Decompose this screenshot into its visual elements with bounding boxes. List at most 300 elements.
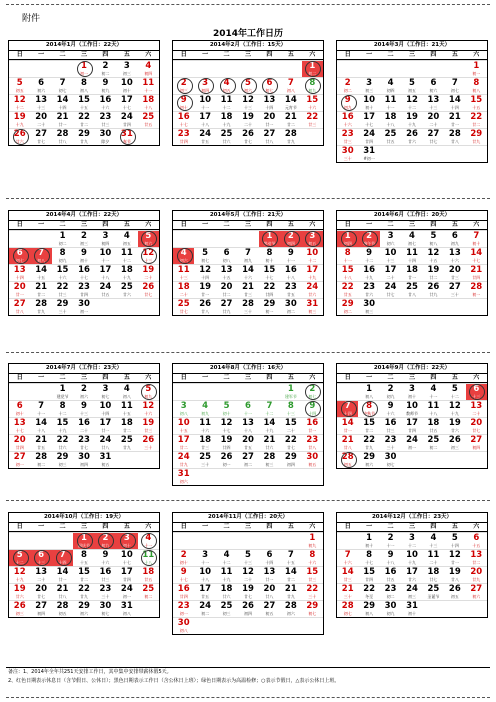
page-title: 2014年工作日历 <box>212 29 284 39</box>
lunar-date: 十三 <box>429 543 438 548</box>
day-number: 28 <box>242 299 254 309</box>
note-1: 备注：1、2014年全年共251天安排工作日，其中集中安排带薪休假5天。 <box>8 669 172 675</box>
lunar-date: 十八 <box>201 122 210 127</box>
lunar-date: 廿九 <box>365 445 374 450</box>
lunar-date: 十四 <box>101 411 110 416</box>
day-cell <box>401 400 422 417</box>
lunar-date: 十一 <box>286 258 295 263</box>
day-number: 14 <box>284 95 297 105</box>
day-number: 24 <box>406 584 418 594</box>
day-cell <box>116 60 137 77</box>
lunar-date: 初五 <box>450 594 459 599</box>
day-cell <box>237 94 258 111</box>
day-number: 26 <box>199 299 212 309</box>
day-number: 26 <box>13 601 26 611</box>
empty-cell <box>466 298 487 315</box>
lunar-date: 廿六 <box>308 292 317 297</box>
weekday-label: 五 <box>451 523 458 530</box>
lunar-date: 十三 <box>243 105 252 110</box>
lunar-date: 廿九 <box>79 594 88 599</box>
lunar-date: 十一 <box>386 543 395 548</box>
day-number: 26 <box>448 435 461 445</box>
lunar-date: 初九 <box>343 105 352 110</box>
day-number: 9 <box>102 78 109 88</box>
day-cell <box>30 94 51 111</box>
day-cell <box>401 532 422 549</box>
day-number: 14 <box>56 95 69 105</box>
day-number: 2 <box>81 231 87 241</box>
day-cell <box>358 298 379 315</box>
day-number: 17 <box>120 95 133 105</box>
day-cell <box>138 583 159 600</box>
month-title: 2014年4月（工作日：22天） <box>8 210 160 220</box>
day-cell <box>302 451 323 468</box>
day-number: 7 <box>38 401 45 411</box>
day-number: 20 <box>35 584 48 594</box>
day-number: 2 <box>102 61 109 71</box>
day-cell <box>95 230 116 247</box>
day-number: 7 <box>38 248 45 258</box>
lunar-date: 初八 <box>472 88 481 93</box>
day-number: 5 <box>430 231 437 241</box>
day-grid <box>8 59 160 146</box>
day-number: 13 <box>448 248 461 258</box>
day-number: 24 <box>177 452 190 462</box>
lunar-date: 廿一 <box>450 560 459 565</box>
lunar-date: 十四 <box>407 258 416 263</box>
weekday-label: 三 <box>244 523 251 530</box>
day-number: 18 <box>220 584 233 594</box>
lunar-date: 廿九 <box>429 292 438 297</box>
day-cell <box>466 383 487 400</box>
weekday-label: 四 <box>430 51 437 58</box>
lunar-date: 初九 <box>144 394 153 399</box>
day-cell <box>138 77 159 94</box>
lunar-date: 初四 <box>386 88 395 93</box>
day-cell <box>302 400 323 417</box>
empty-cell <box>194 60 215 77</box>
day-number: 1 <box>344 231 351 241</box>
day-cell <box>358 532 379 549</box>
day-cell <box>173 128 194 145</box>
lunar-date: 十四 <box>201 275 210 280</box>
day-cell <box>337 264 358 281</box>
day-cell <box>216 77 237 94</box>
lunar-date: 初七 <box>308 394 317 399</box>
day-number: 22 <box>78 584 90 594</box>
day-number: 13 <box>35 95 48 105</box>
day-cell <box>138 434 159 451</box>
day-number: 22 <box>56 282 69 292</box>
lunar-date: 十三 <box>386 258 395 263</box>
lunar-date: 初九 <box>450 241 459 246</box>
day-cell <box>466 247 487 264</box>
day-number: 31 <box>99 452 112 462</box>
weekday-label: 四 <box>102 523 109 530</box>
day-cell <box>302 549 323 566</box>
day-number: 26 <box>406 129 418 139</box>
day-number: 13 <box>220 265 233 275</box>
lunar-date: 初五 <box>407 88 416 93</box>
lunar-date: 十四 <box>15 275 24 280</box>
lunar-date: 十四 <box>265 105 274 110</box>
day-cell <box>173 400 194 417</box>
lunar-date: 初八 <box>365 394 374 399</box>
lunar-date: 初八 <box>122 394 131 399</box>
lunar-date: 廿五 <box>144 577 153 582</box>
weekday-label: 三 <box>244 51 251 58</box>
day-cell <box>401 230 422 247</box>
empty-cell <box>116 451 137 468</box>
day-cell <box>259 549 280 566</box>
day-number: 30 <box>306 452 319 462</box>
day-cell <box>173 600 194 617</box>
day-number: 27 <box>470 435 483 445</box>
day-cell <box>380 264 401 281</box>
day-cell <box>138 383 159 400</box>
lunar-date: 二十 <box>79 428 88 433</box>
day-cell <box>380 230 401 247</box>
day-number: 3 <box>102 384 109 394</box>
lunar-date: 十七 <box>365 560 374 565</box>
day-cell <box>52 451 73 468</box>
lunar-date: 初十 <box>222 411 231 416</box>
lunar-date: 十七 <box>365 122 374 127</box>
lunar-date: 初十 <box>407 394 416 399</box>
day-number: 6 <box>223 248 230 258</box>
lunar-date: 十九 <box>122 275 131 280</box>
lunar-date: 十六 <box>343 560 352 565</box>
day-number: 8 <box>344 248 351 258</box>
lunar-date: 廿八 <box>15 309 24 314</box>
day-number: 17 <box>99 265 112 275</box>
weekday-label: 一 <box>366 523 373 530</box>
day-number: 30 <box>177 618 190 628</box>
lunar-date: 十六 <box>58 275 67 280</box>
day-number: 10 <box>120 78 133 88</box>
day-cell <box>237 128 258 145</box>
day-cell <box>466 230 487 247</box>
day-cell <box>302 383 323 400</box>
lunar-date: 十九 <box>15 122 24 127</box>
weekday-label: 三 <box>80 221 87 228</box>
day-number: 28 <box>35 452 48 462</box>
day-number: 30 <box>341 146 354 156</box>
empty-cell <box>237 383 258 400</box>
weekday-header <box>336 373 488 382</box>
lunar-date: 十一 <box>37 411 46 416</box>
weekday-label: 一 <box>202 51 209 58</box>
month-title: 2014年10月（工作日：19天） <box>8 512 160 522</box>
day-cell <box>280 77 301 94</box>
day-cell <box>73 400 94 417</box>
day-number: 7 <box>59 78 66 88</box>
weekday-label: 三 <box>80 51 87 58</box>
day-cell <box>30 111 51 128</box>
weekday-label: 六 <box>309 221 316 228</box>
empty-cell <box>337 383 358 400</box>
day-number: 10 <box>384 248 397 258</box>
weekday-header <box>8 50 160 59</box>
day-number: 12 <box>448 550 461 560</box>
day-cell <box>380 77 401 94</box>
lunar-date: 初六 <box>429 88 438 93</box>
day-cell <box>358 417 379 434</box>
lunar-date: 初二 <box>201 611 210 616</box>
day-number: 9 <box>102 550 109 560</box>
day-number: 22 <box>263 282 276 292</box>
day-number: 15 <box>78 95 90 105</box>
day-number: 15 <box>284 418 297 428</box>
day-number: 13 <box>470 550 483 560</box>
day-cell <box>466 549 487 566</box>
empty-cell <box>216 383 237 400</box>
day-cell <box>52 264 73 281</box>
day-cell <box>73 600 94 617</box>
lunar-date: 初四 <box>243 611 252 616</box>
lunar-date: 廿四 <box>407 428 416 433</box>
weekday-label: 四 <box>266 374 273 381</box>
weekday-label: 一 <box>202 374 209 381</box>
day-number: 22 <box>306 584 319 594</box>
empty-cell <box>259 617 280 634</box>
day-cell <box>444 111 465 128</box>
lunar-date: 十八 <box>101 275 110 280</box>
day-number: 2 <box>344 78 351 88</box>
lunar-date: 廿七 <box>243 594 252 599</box>
lunar-date: 廿七 <box>79 445 88 450</box>
day-cell <box>444 532 465 549</box>
attachment-label: 附件 <box>22 14 41 24</box>
lunar-date: 二十 <box>179 292 188 297</box>
lunar-date: 廿九 <box>472 577 481 582</box>
empty-cell <box>337 532 358 549</box>
lunar-date: 初二 <box>101 71 110 76</box>
weekday-label: 二 <box>59 221 66 228</box>
day-number: 3 <box>366 78 373 88</box>
day-number: 15 <box>263 265 276 275</box>
day-number: 22 <box>78 112 90 122</box>
day-number: 12 <box>242 95 254 105</box>
lunar-date: 廿二 <box>286 577 295 582</box>
day-number: 9 <box>387 401 394 411</box>
lunar-date: 二十 <box>243 122 252 127</box>
month-title: 2014年5月（工作日：21天） <box>172 210 324 220</box>
day-number: 19 <box>142 418 155 428</box>
day-number: 21 <box>263 435 276 445</box>
empty-cell <box>216 468 237 485</box>
day-number: 25 <box>427 435 440 445</box>
lunar-date: 廿五 <box>201 139 210 144</box>
day-cell <box>116 400 137 417</box>
day-number: 3 <box>123 61 130 71</box>
empty-cell <box>466 600 487 617</box>
day-cell <box>401 94 422 111</box>
day-number: 11 <box>384 95 397 105</box>
lunar-date: 廿二 <box>429 275 438 280</box>
lunar-date: 廿九 <box>122 445 131 450</box>
day-cell <box>30 264 51 281</box>
lunar-date: 廿三 <box>450 275 459 280</box>
day-number: 14 <box>263 418 276 428</box>
day-number: 28 <box>35 299 48 309</box>
lunar-date: 十五 <box>222 275 231 280</box>
month-calendar <box>172 40 324 146</box>
day-cell <box>259 111 280 128</box>
day-cell <box>280 264 301 281</box>
empty-cell <box>380 60 401 77</box>
day-cell <box>95 77 116 94</box>
day-number: 1 <box>366 533 373 543</box>
weekday-label: 日 <box>344 221 351 228</box>
day-grid <box>8 382 160 469</box>
notes <box>6 667 490 686</box>
day-cell <box>259 451 280 468</box>
lunar-date: 十七 <box>122 105 131 110</box>
day-number: 18 <box>142 567 155 577</box>
day-number: 25 <box>177 299 190 309</box>
day-number: 11 <box>120 401 133 411</box>
empty-cell <box>173 532 194 549</box>
day-cell <box>116 230 137 247</box>
day-cell <box>30 434 51 451</box>
lunar-date: 初六 <box>179 479 188 484</box>
lunar-date: 三十 <box>58 309 67 314</box>
empty-cell <box>237 60 258 77</box>
day-cell <box>444 400 465 417</box>
day-number: 24 <box>384 282 397 292</box>
lunar-date: 初五 <box>265 611 274 616</box>
weekday-label: 五 <box>451 374 458 381</box>
lunar-date: 十八 <box>144 105 153 110</box>
lunar-date: 十九 <box>15 577 24 582</box>
empty-cell <box>116 298 137 315</box>
day-cell <box>52 247 73 264</box>
day-number: 21 <box>56 112 69 122</box>
day-cell <box>95 94 116 111</box>
lunar-date: 十二 <box>15 560 24 565</box>
weekday-label: 日 <box>16 523 23 530</box>
day-cell <box>280 400 301 417</box>
day-number: 20 <box>242 435 254 445</box>
day-number: 1 <box>287 384 294 394</box>
lunar-date: 初六 <box>243 88 252 93</box>
lunar-date: 十七 <box>222 428 231 433</box>
lunar-date: 二十 <box>243 577 252 582</box>
lunar-date: 十二 <box>450 394 459 399</box>
day-number: 23 <box>384 584 397 594</box>
lunar-date: 廿五 <box>243 445 252 450</box>
day-cell <box>52 77 73 94</box>
lunar-date: 初六 <box>386 241 395 246</box>
weekday-label: 日 <box>344 374 351 381</box>
lunar-date: 初三 <box>407 594 416 599</box>
day-number: 17 <box>99 418 112 428</box>
day-cell <box>280 549 301 566</box>
lunar-date: 十七 <box>15 428 24 433</box>
day-number: 4 <box>223 78 230 88</box>
day-number: 20 <box>35 112 48 122</box>
day-number: 7 <box>287 550 294 560</box>
lunar-date: 初一 <box>15 462 24 467</box>
lunar-date: 十九 <box>308 275 317 280</box>
lunar-date: 十九 <box>407 560 416 565</box>
day-number: 18 <box>406 265 418 275</box>
top-dashed-line <box>6 4 490 5</box>
day-number: 27 <box>427 129 440 139</box>
day-cell <box>444 383 465 400</box>
lunar-date: 十六 <box>386 411 395 416</box>
lunar-date: 十九 <box>222 122 231 127</box>
day-cell <box>259 94 280 111</box>
lunar-date: 廿三 <box>201 445 210 450</box>
lunar-date: 初一 <box>265 309 274 314</box>
lunar-date: 初五 <box>122 241 131 246</box>
day-number: 18 <box>120 418 133 428</box>
lunar-date: 初三 <box>79 241 88 246</box>
empty-cell <box>280 617 301 634</box>
day-number: 15 <box>56 265 69 275</box>
day-number: 17 <box>199 584 212 594</box>
lunar-date: 廿三 <box>386 428 395 433</box>
day-number: 12 <box>13 567 26 577</box>
day-cell <box>259 230 280 247</box>
lunar-date: 十二 <box>122 258 131 263</box>
day-cell <box>9 600 30 617</box>
day-cell <box>30 400 51 417</box>
empty-cell <box>423 600 444 617</box>
day-cell <box>116 434 137 451</box>
lunar-date: 廿一 <box>450 122 459 127</box>
day-number: 26 <box>242 601 254 611</box>
day-cell <box>216 451 237 468</box>
day-cell <box>116 383 137 400</box>
day-cell <box>302 230 323 247</box>
day-cell <box>216 566 237 583</box>
day-number: 16 <box>78 418 90 428</box>
lunar-date: 十二 <box>308 258 317 263</box>
day-number: 23 <box>363 282 376 292</box>
lunar-date: 廿一 <box>201 292 210 297</box>
day-number: 29 <box>78 129 90 139</box>
day-cell <box>259 583 280 600</box>
empty-cell <box>259 532 280 549</box>
day-cell <box>358 247 379 264</box>
day-number: 6 <box>16 248 23 258</box>
lunar-date: 十五 <box>429 258 438 263</box>
day-number: 14 <box>35 265 48 275</box>
lunar-date: 初四 <box>472 445 481 450</box>
day-cell <box>9 549 30 566</box>
day-cell <box>9 400 30 417</box>
day-cell <box>380 549 401 566</box>
day-number: 7 <box>266 401 273 411</box>
lunar-date: 廿四 <box>472 275 481 280</box>
day-number: 17 <box>120 567 133 577</box>
day-number: 4 <box>202 401 209 411</box>
day-number: 28 <box>284 129 297 139</box>
lunar-date: 十二 <box>58 411 67 416</box>
weekday-label: 二 <box>223 221 230 228</box>
weekday-label: 四 <box>430 523 437 530</box>
weekday-label: 三 <box>244 221 251 228</box>
lunar-date: 初二 <box>286 309 295 314</box>
empty-cell <box>358 60 379 77</box>
day-number: 13 <box>263 567 276 577</box>
day-number: 5 <box>145 231 152 241</box>
day-number: 24 <box>99 435 112 445</box>
lunar-date: 十五 <box>179 428 188 433</box>
